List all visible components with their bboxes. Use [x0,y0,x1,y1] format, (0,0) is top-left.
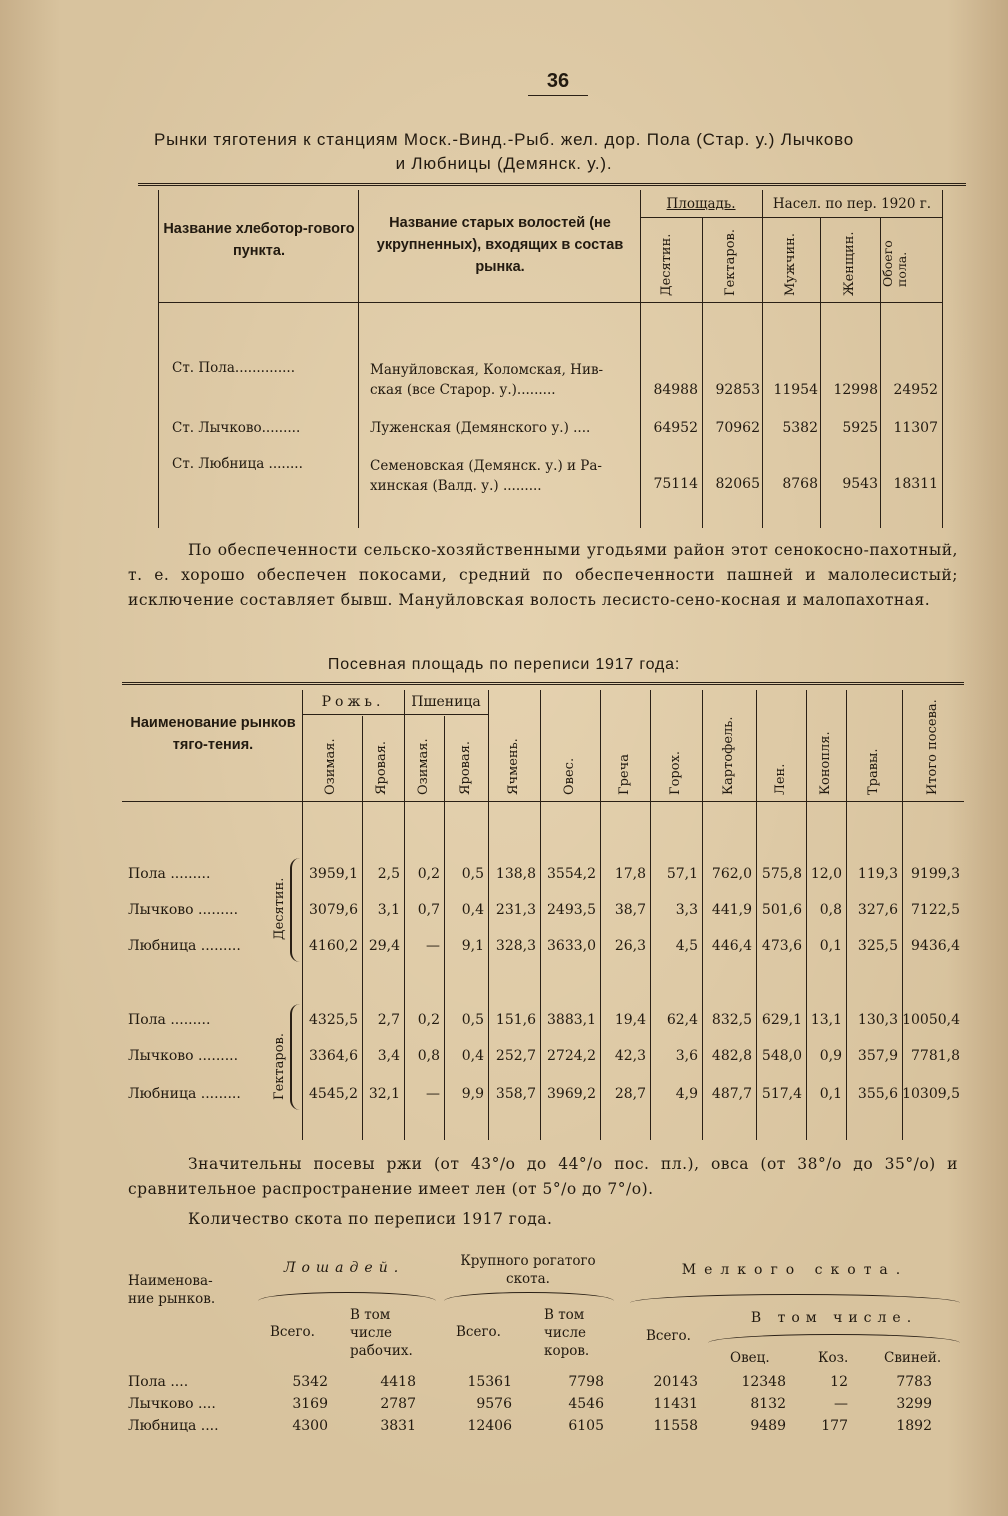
table-cell: 3,4 [377,1048,400,1064]
table-cell: 0,8 [417,1048,440,1064]
col-peas: Горох. [668,750,683,795]
table-cell: 3079,6 [309,902,358,918]
table-cell: 575,8 [761,866,802,882]
table2-title: Посевная площадь по переписи 1917 года: [327,656,681,673]
cell-pigs: 3299 [896,1396,932,1412]
group-desyatin: Десятин. [272,877,287,940]
table-cell: 325,5 [857,938,898,954]
header-market: Наименова-ние рынков. [128,1273,216,1307]
cell-goats: 12 [830,1374,848,1390]
table-cell: 441,9 [711,902,752,918]
table-cell: — [426,1086,440,1102]
row-point: Ст. Лычково......... [172,420,301,436]
table-cell: 4,9 [675,1086,698,1102]
col-total: Итого посева. [925,699,940,795]
table-cell: 487,7 [711,1086,752,1102]
cell-small: 20143 [653,1374,698,1390]
table-cell: 3959,1 [309,866,358,882]
cell-desyatin: 75114 [653,476,698,492]
cell-sheep: 12348 [741,1374,786,1390]
col-buckwheat: Греча [617,754,632,795]
table-cell: 482,8 [711,1048,752,1064]
table1-top-rule [138,183,966,186]
table-cell: 0,8 [819,902,842,918]
table-cell: 119,3 [857,866,898,882]
cell-women: 12998 [833,382,878,398]
cell-cows: 6105 [568,1418,604,1434]
table-cell: 252,7 [495,1048,536,1064]
table-cell: 57,1 [666,866,698,882]
header-small-incl: В том числе. [750,1310,918,1326]
table-cell: 13,1 [810,1012,842,1028]
cell-horses: 4300 [292,1418,328,1434]
header-both: Обоего пола. [880,240,909,287]
cell-hectares: 82065 [715,476,760,492]
cell-men: 5382 [782,420,818,436]
table-cell: 42,3 [614,1048,646,1064]
row-point: Ст. Пола.............. [172,360,295,376]
table-cell: 3969,2 [547,1086,596,1102]
header-population: Насел. по пер. 1920 г. [772,196,932,212]
header-hectares: Гектаров. [723,229,738,296]
table-cell: 446,4 [711,938,752,954]
header-cattle-total: Всего. [456,1324,501,1340]
table-cell: 130,3 [857,1012,898,1028]
group-hectares: Гектаров. [272,1033,287,1100]
header-goats: Коз. [818,1350,849,1366]
cell-women: 5925 [842,420,878,436]
table-cell: 9199,3 [911,866,960,882]
header-pigs: Свиней. [884,1350,942,1366]
row-market-name: Любница ......... [128,1086,241,1102]
cell-pigs: 7783 [896,1374,932,1390]
table-cell: 7122,5 [911,902,960,918]
col-wheat-winter: Озимая. [416,738,431,795]
cell-cattle: 15361 [467,1374,512,1390]
table-cell: 357,9 [857,1048,898,1064]
cell-cattle: 12406 [467,1418,512,1434]
header-cattle: Крупного рогатого скота. [460,1253,596,1287]
table-cell: 832,5 [711,1012,752,1028]
table-cell: 629,1 [761,1012,802,1028]
cell-cows: 7798 [568,1374,604,1390]
cell-sheep: 8132 [750,1396,786,1412]
table-cell: 10050,4 [902,1012,960,1028]
table-cell: 2,5 [377,866,400,882]
table-cell: 2724,2 [547,1048,596,1064]
header-point: Название хлеботор-гового пункта. [163,221,355,259]
table-cell: 29,4 [368,938,400,954]
col-grass: Травы. [866,748,881,795]
page-number: 36 [528,70,588,96]
table-cell: 9,1 [461,938,484,954]
cell-pigs: 1892 [896,1418,932,1434]
paragraph-landuse: По обеспеченности сельско-хозяйственными угодьями район этот сенокосно-пахотный, т. е. хорошо обеспечен покосами, средний по обеспеченности пашней и малолесистый; исключение составляет бывш. Мануйловская волость лесисто-сено-косная и малопахотная. [128,541,958,609]
table-cell: 548,0 [761,1048,802,1064]
table-cell: 4325,5 [309,1012,358,1028]
table-cell: 0,1 [819,1086,842,1102]
table-cell: 17,8 [614,866,646,882]
cell-cows: 4546 [568,1396,604,1412]
table-cell: 3,6 [675,1048,698,1064]
cell-small: 11558 [653,1418,698,1434]
header-horses-working: В том числе рабочих. [350,1307,413,1359]
table-cell: 7781,8 [911,1048,960,1064]
col-rye-winter: Озимая. [323,738,338,795]
row-market-name: Лычково ......... [128,902,239,918]
header-desyatin: Десятин. [659,233,674,296]
table-cell: 358,7 [495,1086,536,1102]
cell-horses: 5342 [292,1374,328,1390]
table-cell: 3364,6 [309,1048,358,1064]
table-cell: 28,7 [614,1086,646,1102]
table2-top-rule [122,682,964,685]
row-market-name: Пола .... [128,1374,189,1390]
table-cell: 32,1 [368,1086,400,1102]
table-cell: 328,3 [495,938,536,954]
table-cell: 4545,2 [309,1086,358,1102]
cell-hectares: 70962 [715,420,760,436]
table-cell: 3883,1 [547,1012,596,1028]
table-cell: 12,0 [810,866,842,882]
row-market-name: Любница .... [128,1418,219,1434]
cell-sheep: 9489 [750,1418,786,1434]
col-rye-spring: Яровая. [374,740,389,795]
header-cattle-cows: В том числе коров. [544,1307,590,1359]
table3-title: Количество скота по переписи 1917 года. [188,1210,553,1228]
table1-title [0,128,1008,176]
cell-small: 11431 [653,1396,698,1412]
cell-working: 2787 [380,1396,416,1412]
table-cell: 0,4 [461,1048,484,1064]
header-women: Женщин. [842,231,857,296]
cell-both: 18311 [893,476,938,492]
col-hemp: Конопля. [818,731,833,795]
row-market-name: Лычково .... [128,1396,216,1412]
header-market-name: Наименование рынков тяго-тения. [130,715,296,753]
table-cell: 501,6 [761,902,802,918]
cell-cattle: 9576 [476,1396,512,1412]
row-market-name: Лычково ......... [128,1048,239,1064]
header-men: Мужчин. [783,233,798,296]
header-small-total: Всего. [646,1328,691,1344]
cell-hectares: 92853 [715,382,760,398]
row-point: Ст. Любница ........ [172,456,303,472]
cell-both: 11307 [893,420,938,436]
table-cell: 9,9 [461,1086,484,1102]
header-area: Площадь. [666,196,736,212]
table-cell: 4,5 [675,938,698,954]
table-cell: 517,4 [761,1086,802,1102]
table1-title-line2: и Любницы (Демянск. у.). [395,154,613,173]
row-volost: Мануйловская, Коломская, Нив- ская (все Старор. у.)......... [370,362,604,398]
table1-title-line1: Рынки тяготения к станциям Моск.-Винд.-Рыб. жел. дор. Пола (Стар. у.) Лычково [153,130,854,149]
table-cell: 0,4 [461,902,484,918]
header-horses-total: Всего. [270,1324,315,1340]
cell-goats: 177 [821,1418,848,1434]
table-cell: 4160,2 [309,938,358,954]
table-cell: 0,5 [461,866,484,882]
row-market-name: Пола ......... [128,1012,211,1028]
cell-women: 9543 [842,476,878,492]
table-cell: 2493,5 [547,902,596,918]
cell-desyatin: 84988 [653,382,698,398]
table-cell: 9436,4 [911,938,960,954]
table-cell: 19,4 [614,1012,646,1028]
table-cell: 3633,0 [547,938,596,954]
table-cell: 151,6 [495,1012,536,1028]
cell-men: 8768 [782,476,818,492]
table-cell: 355,6 [857,1086,898,1102]
row-market-name: Пола ......... [128,866,211,882]
cell-men: 11954 [773,382,818,398]
table-cell: 138,8 [495,866,536,882]
table-cell: 0,2 [417,1012,440,1028]
table-cell: 3,3 [675,902,698,918]
table-cell: 3,1 [377,902,400,918]
table-cell: 38,7 [614,902,646,918]
table-cell: — [426,938,440,954]
col-oats: Овес. [562,757,577,795]
paragraph-crops: Значительны посевы ржи (от 43°/о до 44°/о пос. пл.), овса (от 38°/о до 35°/о) и сравнительное распространение имеет лен (от 5°/о до 7°/о). [128,1155,958,1198]
header-volosts: Название старых волостей (не укрупненных), входящих в состав рынка. [376,215,624,275]
cell-working: 3831 [380,1418,416,1434]
table-cell: 0,7 [417,902,440,918]
table-cell: 26,3 [614,938,646,954]
header-small: Мелкого скота. [681,1262,909,1278]
table-cell: 762,0 [711,866,752,882]
cell-both: 24952 [893,382,938,398]
row-market-name: Любница ......... [128,938,241,954]
table-cell: 231,3 [495,902,536,918]
col-barley: Ячмень. [506,738,521,795]
cell-goats: — [834,1396,848,1412]
table-cell: 0,5 [461,1012,484,1028]
table-cell: 10309,5 [902,1086,960,1102]
header-wheat: Пшеница [411,694,481,710]
table-cell: 0,1 [819,938,842,954]
row-volost: Семеновская (Демянск. у.) и Ра- хинская (Валд. у.) ......... [370,458,602,494]
header-horses: Лошадей. [283,1260,405,1276]
col-potato: Картофель. [721,716,736,795]
table-cell: 327,6 [857,902,898,918]
table-cell: 62,4 [666,1012,698,1028]
cell-desyatin: 64952 [653,420,698,436]
table-cell: 0,2 [417,866,440,882]
header-sheep: Овец. [730,1350,770,1366]
table-cell: 0,9 [819,1048,842,1064]
table-cell: 2,7 [377,1012,400,1028]
cell-working: 4418 [380,1374,416,1390]
header-rye: Рожь. [321,694,385,710]
col-flax: Лен. [773,763,788,795]
table-cell: 473,6 [761,938,802,954]
table-cell: 3554,2 [547,866,596,882]
cell-horses: 3169 [292,1396,328,1412]
col-wheat-spring: Яровая. [458,740,473,795]
row-volost: Луженская (Демянского у.) .... [370,420,591,436]
